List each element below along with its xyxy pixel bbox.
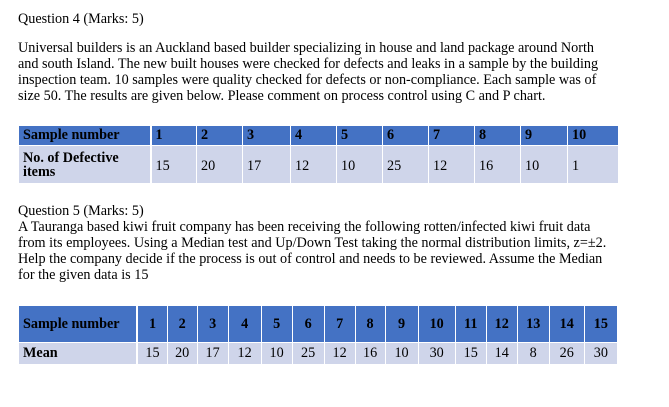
sample-number-header: Sample number <box>19 126 151 146</box>
question-4-line: Universal builders is an Auckland based builder specializing in house and land package around North <box>18 40 595 56</box>
sample-number-cell: 1 <box>137 306 167 343</box>
table-row <box>19 343 618 365</box>
defective-count-cell: 10 <box>337 146 383 184</box>
mean-value-cell: 30 <box>584 343 617 365</box>
sample-number-cell: 9 <box>385 306 418 343</box>
sample-number-cell: 13 <box>517 306 549 343</box>
mean-value-cell: 20 <box>167 343 197 365</box>
mean-value-cell: 12 <box>228 343 261 365</box>
defective-items-label: No. of Defective items <box>19 146 151 184</box>
sample-number-cell: 11 <box>455 306 486 343</box>
question-5-title: Question 5 (Marks: 5) <box>18 203 144 219</box>
sample-number-cell: 7 <box>324 306 355 343</box>
table-row <box>19 146 619 184</box>
defective-count-cell: 12 <box>291 146 337 184</box>
sample-number-cell: 1 <box>151 126 197 146</box>
sample-number-cell: 4 <box>291 126 337 146</box>
question-4-line: size 50. The results are given below. Please comment on process control using C and P chart. <box>18 88 546 104</box>
sample-number-cell: 10 <box>568 126 619 146</box>
question-5-line: A Tauranga based kiwi fruit company has been receiving the following rotten/infected kiwi fruit data <box>18 219 591 235</box>
defects-table <box>18 125 619 184</box>
mean-value-cell: 30 <box>418 343 455 365</box>
table-header-row <box>19 126 619 146</box>
defective-count-cell: 10 <box>521 146 568 184</box>
sample-number-cell: 3 <box>243 126 291 146</box>
sample-number-cell: 6 <box>383 126 429 146</box>
question-4-title: Question 4 (Marks: 5) <box>18 11 144 27</box>
mean-value-cell: 25 <box>292 343 324 365</box>
defective-count-cell: 17 <box>243 146 291 184</box>
mean-value-cell: 15 <box>455 343 486 365</box>
mean-value-cell: 10 <box>385 343 418 365</box>
sample-number-cell: 7 <box>429 126 475 146</box>
mean-value-cell: 16 <box>355 343 385 365</box>
sample-number-cell: 6 <box>292 306 324 343</box>
mean-table <box>18 305 618 365</box>
sample-number-cell: 15 <box>584 306 617 343</box>
defective-count-cell: 20 <box>197 146 243 184</box>
mean-value-cell: 8 <box>517 343 549 365</box>
sample-number-cell: 2 <box>167 306 197 343</box>
sample-number-cell: 12 <box>486 306 517 343</box>
sample-number-cell: 14 <box>549 306 584 343</box>
sample-number-cell: 9 <box>521 126 568 146</box>
mean-value-cell: 15 <box>137 343 167 365</box>
sample-number-cell: 5 <box>261 306 292 343</box>
table-header-row <box>19 306 618 343</box>
sample-number-cell: 8 <box>475 126 521 146</box>
question-5-line: for the given data is 15 <box>18 267 149 283</box>
sample-number-cell: 2 <box>197 126 243 146</box>
defective-count-cell: 25 <box>383 146 429 184</box>
mean-value-cell: 17 <box>197 343 228 365</box>
question-5-line: Help the company decide if the process is out of control and needs to be reviewed. Assume the Median <box>18 251 603 267</box>
defective-count-cell: 15 <box>151 146 197 184</box>
mean-label: Mean <box>19 343 138 365</box>
defective-count-cell: 16 <box>475 146 521 184</box>
question-5-line: from its employees. Using a Median test and Up/Down Test taking the normal distribution limits, z=±2. <box>18 235 607 251</box>
question-4-line: inspection team. 10 samples were quality checked for defects or non-compliance. Each sample was of <box>18 72 597 88</box>
mean-value-cell: 12 <box>324 343 355 365</box>
mean-value-cell: 26 <box>549 343 584 365</box>
mean-value-cell: 10 <box>261 343 292 365</box>
sample-number-header: Sample number <box>19 306 138 343</box>
sample-number-cell: 4 <box>228 306 261 343</box>
question-4-text <box>18 40 626 104</box>
question-5-text <box>18 219 626 283</box>
defective-count-cell: 12 <box>429 146 475 184</box>
sample-number-cell: 10 <box>418 306 455 343</box>
sample-number-cell: 3 <box>197 306 228 343</box>
mean-value-cell: 14 <box>486 343 517 365</box>
defective-count-cell: 1 <box>568 146 619 184</box>
sample-number-cell: 5 <box>337 126 383 146</box>
sample-number-cell: 8 <box>355 306 385 343</box>
question-4-line: and south Island. The new built houses were checked for defects and leaks in a sample by the building <box>18 56 599 72</box>
